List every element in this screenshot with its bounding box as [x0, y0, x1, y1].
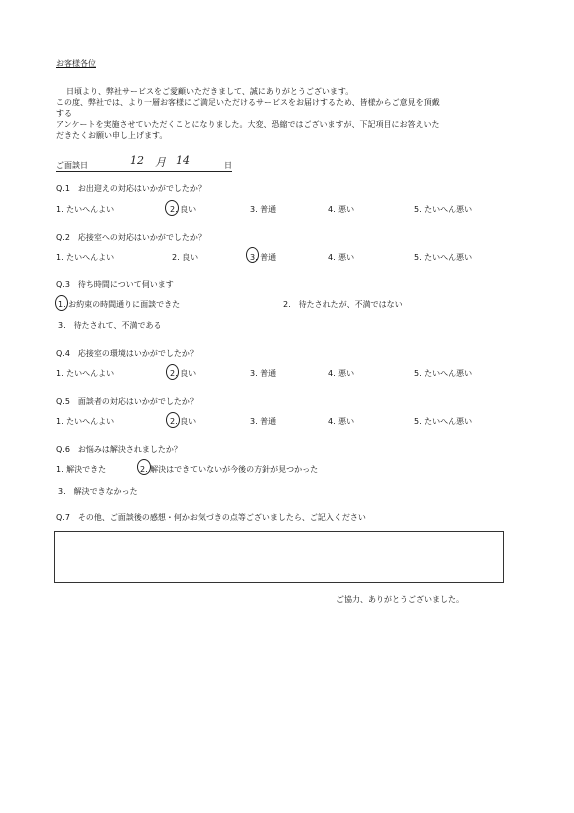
question-5: Q.5 面談者の対応はいかがでしたか？: [56, 397, 198, 406]
q2-option-5[interactable]: 5. たいへん悪い: [414, 253, 473, 262]
question-2: Q.2 応接室への対応はいかがでしたか？: [56, 233, 206, 242]
q5-option-3[interactable]: 3. 普通: [250, 417, 277, 426]
q4-option-3[interactable]: 3. 普通: [250, 369, 277, 378]
q3-selection-circle: [55, 295, 68, 311]
date-month-unit: 月: [155, 156, 166, 169]
q5-option-2[interactable]: 2. 良い: [170, 417, 197, 426]
intro-line-1: 日頃より、弊社サービスをご愛顧いただきまして、誠にありがとうございます。: [66, 87, 354, 96]
q6-option-1[interactable]: 1. 解決できた: [56, 465, 107, 474]
q2-option-4[interactable]: 4. 悪い: [328, 253, 355, 262]
q4-option-2[interactable]: 2. 良い: [170, 369, 197, 378]
q2-option-3[interactable]: 3. 普通: [250, 253, 277, 262]
q1-option-3[interactable]: 3. 普通: [250, 205, 277, 214]
date-underline: [56, 171, 232, 172]
q4-option-1[interactable]: 1. たいへんよい: [56, 369, 115, 378]
question-3: Q.3 待ち時間について伺います: [56, 280, 174, 289]
q3-option-2[interactable]: 2. 待たされたが、不満ではない: [283, 300, 403, 309]
q5-option-5[interactable]: 5. たいへん悪い: [414, 417, 473, 426]
salutation: お客様各位: [56, 59, 96, 68]
intro-line-5: だきたくお願い申し上げます。: [56, 131, 168, 140]
closing-thanks: ご協力、ありがとうございました。: [336, 595, 464, 604]
date-month-value[interactable]: 12: [130, 154, 144, 167]
q4-selection-circle: [166, 364, 179, 380]
q1-selection-circle: [165, 200, 179, 216]
intro-line-3: する: [56, 109, 72, 118]
q6-option-3[interactable]: 3. 解決できなかった: [58, 487, 138, 496]
question-7: Q.7 その他、ご面談後の感想・何かお気づきの点等ございましたら、ご記入ください: [56, 513, 366, 522]
q1-option-5[interactable]: 5. たいへん悪い: [414, 205, 473, 214]
q2-option-2[interactable]: 2. 良い: [172, 253, 199, 262]
q6-selection-circle: [137, 459, 151, 475]
question-6: Q.6 お悩みは解決されましたか？: [56, 445, 182, 454]
question-1: Q.1 お出迎えの対応はいかがでしたか？: [56, 184, 206, 193]
q2-selection-circle: [246, 247, 259, 263]
q1-option-2[interactable]: 2. 良い: [170, 205, 197, 214]
q4-option-5[interactable]: 5. たいへん悪い: [414, 369, 473, 378]
date-label: ご面談日: [56, 161, 88, 170]
q1-option-4[interactable]: 4. 悪い: [328, 205, 355, 214]
q3-option-1[interactable]: 1. お約束の時間通りに面談できた: [58, 300, 181, 309]
q2-option-1[interactable]: 1. たいへんよい: [56, 253, 115, 262]
q5-selection-circle: [166, 412, 180, 428]
q6-option-2[interactable]: 2. 解決はできていないが今後の方針が見つかった: [140, 465, 319, 474]
q5-option-4[interactable]: 4. 悪い: [328, 417, 355, 426]
q5-option-1[interactable]: 1. たいへんよい: [56, 417, 115, 426]
date-day-unit: 日: [224, 161, 232, 170]
question-4: Q.4 応接室の環境はいかがでしたか？: [56, 349, 198, 358]
intro-line-4: アンケートを実施させていただくことになりました。大変、恐縮ではございますが、下記項目にお答えいた: [56, 120, 440, 129]
intro-line-2: この度、弊社では、より一層お客様にご満足いただけるサービスをお届けするため、皆様からご意見を頂戴: [56, 98, 440, 107]
q3-option-3[interactable]: 3. 待たされて、不満である: [58, 321, 162, 330]
date-day-value[interactable]: 14: [176, 154, 190, 167]
q4-option-4[interactable]: 4. 悪い: [328, 369, 355, 378]
q1-option-1[interactable]: 1. たいへんよい: [56, 205, 115, 214]
comment-textarea[interactable]: [54, 531, 504, 583]
